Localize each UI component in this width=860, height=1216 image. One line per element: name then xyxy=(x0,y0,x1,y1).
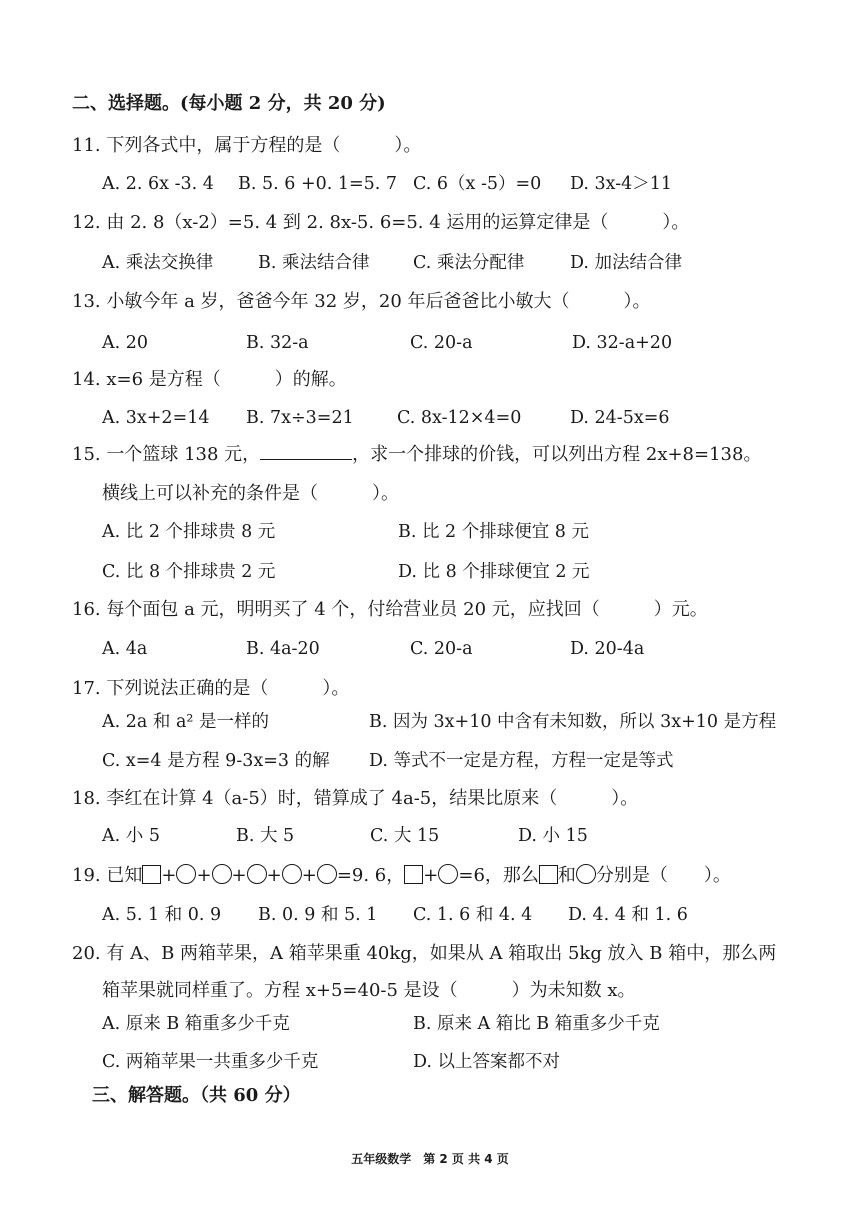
q11-option-a: A. 2. 6x -3. 4 xyxy=(102,174,214,194)
q17-stem: 17. 下列说法正确的是（ ）。 xyxy=(72,678,350,699)
q18-option-d: D. 小 15 xyxy=(518,826,588,846)
q19-option-b: B. 0. 9 和 5. 1 xyxy=(258,905,378,925)
q19-eq2: =6，那么 xyxy=(458,865,539,886)
q19-prefix: 19. 已知 xyxy=(72,865,143,886)
q14-stem: 14. x=6 是方程（ ）的解。 xyxy=(72,369,347,390)
q19-option-d: D. 4. 4 和 1. 6 xyxy=(568,905,688,925)
circle-symbol xyxy=(176,864,196,884)
q14-option-b: B. 7x÷3=21 xyxy=(246,408,354,428)
q17-option-d: D. 等式不一定是方程，方程一定是等式 xyxy=(369,751,674,771)
q17-option-c: C. x=4 是方程 9-3x=3 的解 xyxy=(102,751,330,771)
circle-symbol xyxy=(212,864,232,884)
plus-sign: + xyxy=(266,865,282,886)
q16-option-c: C. 20-a xyxy=(410,639,473,659)
plus-sign: + xyxy=(231,865,247,886)
q15-stem-line2: 横线上可以补充的条件是（ ）。 xyxy=(102,483,399,504)
q12-option-a: A. 乘法交换律 xyxy=(102,253,214,273)
q16-stem: 16. 每个面包 a 元，明明买了 4 个，付给营业员 20 元，应找回（ ）元。 xyxy=(72,599,708,620)
q15-option-b: B. 比 2 个排球便宜 8 元 xyxy=(398,522,590,542)
q20-option-b: B. 原来 A 箱比 B 箱重多少千克 xyxy=(413,1014,660,1034)
q15-option-a: A. 比 2 个排球贵 8 元 xyxy=(102,522,276,542)
q16-option-b: B. 4a-20 xyxy=(246,639,320,659)
q17-option-b: B. 因为 3x+10 中含有未知数，所以 3x+10 是方程 xyxy=(369,712,777,732)
q20-stem-line2: 箱苹果就同样重了。方程 x+5=40-5 是设（ ）为未知数 x。 xyxy=(102,980,636,1001)
circle-symbol xyxy=(247,864,267,884)
q12-option-d: D. 加法结合律 xyxy=(570,253,683,273)
q13-option-a: A. 20 xyxy=(102,333,149,353)
q17-option-a: A. 2a 和 a² 是一样的 xyxy=(102,712,269,732)
square-symbol xyxy=(142,865,161,884)
circle-symbol xyxy=(438,864,458,884)
q19-option-a: A. 5. 1 和 0. 9 xyxy=(102,905,222,925)
circle-symbol xyxy=(282,864,302,884)
plus-sign: + xyxy=(161,865,177,886)
circle-symbol xyxy=(576,864,596,884)
q18-option-c: C. 大 15 xyxy=(370,826,440,846)
q18-option-b: B. 大 5 xyxy=(236,826,295,846)
q14-option-d: D. 24-5x=6 xyxy=(570,408,670,428)
q11-option-b: B. 5. 6 +0. 1=5. 7 xyxy=(238,174,398,194)
q13-option-b: B. 32-a xyxy=(246,333,309,353)
q20-option-c: C. 两箱苹果一共重多少千克 xyxy=(102,1052,319,1072)
q11-option-d: D. 3x-4＞11 xyxy=(570,174,673,194)
page-footer: 五年级数学 第 2 页 共 4 页 xyxy=(351,1152,509,1166)
section-2-title: 二、选择题。(每小题 2 分，共 20 分) xyxy=(72,93,386,114)
q19-suffix: 分别是（ ）。 xyxy=(595,865,731,886)
q18-stem: 18. 李红在计算 4（a-5）时，错算成了 4a-5，结果比原来（ ）。 xyxy=(72,788,639,809)
square-symbol xyxy=(404,865,423,884)
q20-option-d: D. 以上答案都不对 xyxy=(413,1052,561,1072)
q15-option-c: C. 比 8 个排球贵 2 元 xyxy=(102,562,276,582)
q15-option-d: D. 比 8 个排球便宜 2 元 xyxy=(398,562,590,582)
q15-stem xyxy=(72,443,761,467)
circle-symbol xyxy=(317,864,337,884)
q19-and: 和 xyxy=(557,865,576,886)
q13-option-d: D. 32-a+20 xyxy=(572,333,673,353)
q15-fill-blank xyxy=(260,445,352,460)
q20-stem-line1: 20. 有 A、B 两箱苹果，A 箱苹果重 40kg，如果从 A 箱取出 5kg 放入 B 箱中，那么两 xyxy=(72,943,777,964)
q13-option-c: C. 20-a xyxy=(410,333,473,353)
q12-stem: 12. 由 2. 8（x-2）=5. 4 到 2. 8x-5. 6=5. 4 运用的运算定律是（ ）。 xyxy=(72,212,690,233)
q16-option-d: D. 20-4a xyxy=(570,639,645,659)
plus-sign: + xyxy=(301,865,317,886)
q12-option-b: B. 乘法结合律 xyxy=(258,253,370,273)
q19-eq1: =9. 6， xyxy=(336,865,405,886)
q14-option-a: A. 3x+2=14 xyxy=(102,408,210,428)
q14-option-c: C. 8x-12×4=0 xyxy=(397,408,522,428)
q19-stem xyxy=(72,864,731,888)
q12-option-c: C. 乘法分配律 xyxy=(413,253,525,273)
q15-stem-part2: ，求一个排球的价钱，可以列出方程 2x+8=138。 xyxy=(352,444,762,465)
q11-stem: 11. 下列各式中，属于方程的是（ ）。 xyxy=(72,135,422,156)
q13-stem: 13. 小敏今年 a 岁，爸爸今年 32 岁，20 年后爸爸比小敏大（ ）。 xyxy=(72,291,651,312)
q16-option-a: A. 4a xyxy=(102,639,148,659)
section-3-title: 三、解答题。（共 60 分） xyxy=(92,1085,301,1106)
plus-sign: + xyxy=(196,865,212,886)
square-symbol xyxy=(539,865,558,884)
q15-stem-part1: 15. 一个篮球 138 元， xyxy=(72,444,261,465)
q20-option-a: A. 原来 B 箱重多少千克 xyxy=(102,1014,290,1034)
q11-option-c: C. 6（x -5）=0 xyxy=(413,174,542,194)
plus-sign: + xyxy=(423,865,439,886)
q18-option-a: A. 小 5 xyxy=(102,826,160,846)
q19-option-c: C. 1. 6 和 4. 4 xyxy=(413,905,533,925)
